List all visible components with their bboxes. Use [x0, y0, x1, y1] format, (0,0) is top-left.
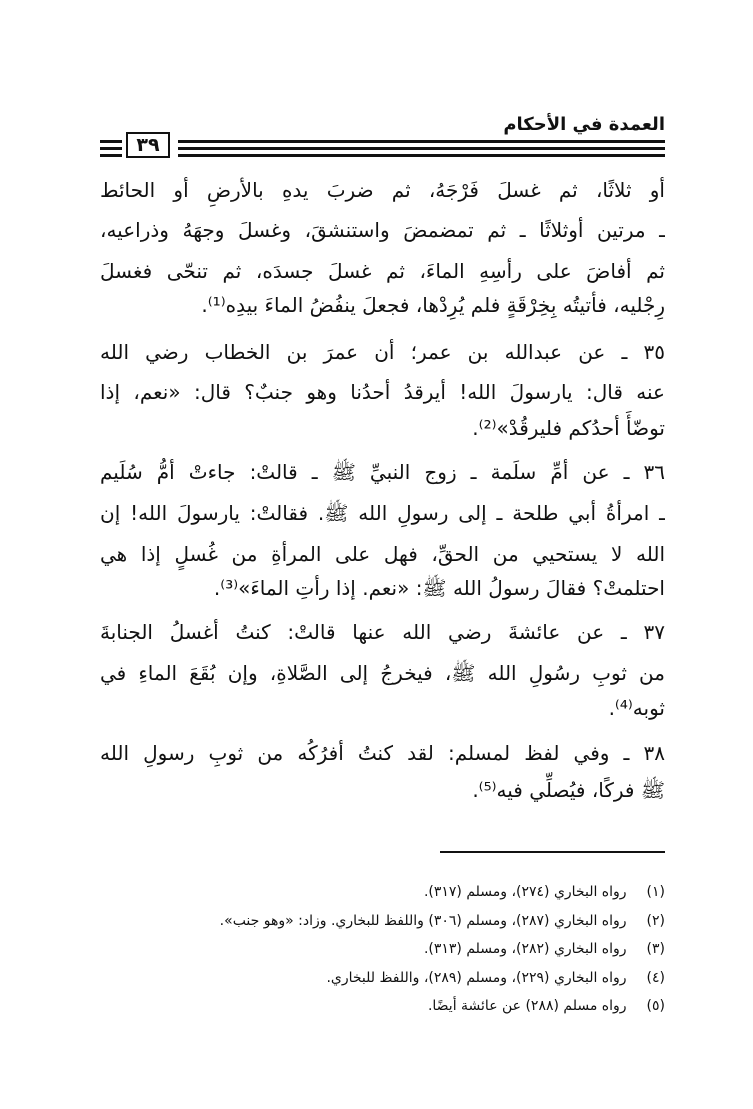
hadith-36-line: ٣٦ ـ عن أمِّ سلَمة ـ زوج النبيِّ ﷺ ـ قالتْ: جاءتْ أمُّ سُلَيم — [100, 460, 665, 484]
footnote-separator — [440, 851, 665, 853]
body-line: ـ امرأةُ أبي طلحة ـ إلى رسولِ الله ﷺ. فقالتْ: يارسولَ الله! إن — [100, 501, 665, 525]
footnote-1 — [100, 882, 665, 902]
page-number: ٣٩ — [126, 132, 170, 158]
body-line: ثوبه⁽⁴⁾. — [608, 696, 665, 720]
body-line: أو ثلاثًا، ثم غسلَ فَرْجَهُ، ثم ضربَ يدهِ بالأرضِ أو الحائط — [100, 178, 665, 202]
body-line: عنه قال: يارسولَ الله! أيرقدُ أحدُنا وهو جنبٌ؟ قال: «نعم، إذا — [100, 380, 665, 404]
body-line: ﷺ فركًا، فيُصلِّي فيه⁽⁵⁾. — [472, 778, 665, 802]
footnote-4 — [100, 968, 665, 988]
body-line: من ثوبِ رسُولِ الله ﷺ، فيخرجُ إلى الصَّلاةِ، وإن بُقَعَ الماءِ في — [100, 661, 665, 685]
body-line: رِجْليه، فأتيتُه بِخِرْقَةٍ فلم يُرِدْها، فجعلَ ينفُضُ الماءَ بيدِه⁽¹⁾. — [201, 293, 665, 317]
footnote-text: رواه البخاري (٢٨٢)، ومسلم (٣١٣). — [423, 941, 627, 957]
header-dash — [100, 140, 122, 143]
footnote-text: رواه البخاري (٢٨٧)، ومسلم (٣٠٦) واللفظ للبخاري. وزاد: «وهو جنب». — [219, 913, 627, 929]
body-line: توضّأَ أحدُكم فليرقُدْ»⁽²⁾. — [472, 416, 665, 440]
footnote-text: رواه مسلم (٢٨٨) عن عائشة أيضًا. — [427, 998, 627, 1014]
body-line: ـ مرتين أوثلاثًا ـ ثم تمضمضَ واستنشقَ، وغسلَ وجهَهُ وذراعيه، — [100, 218, 665, 242]
footnote-number: (١) — [646, 884, 665, 900]
footnote-text: رواه البخاري (٢٧٤)، ومسلم (٣١٧). — [423, 884, 627, 900]
running-header-title: العمدة في الأحكام — [503, 114, 665, 135]
footnote-number: (٤) — [646, 970, 665, 986]
header-dash — [100, 147, 122, 150]
footnote-5 — [100, 996, 665, 1016]
footnote-2 — [100, 911, 665, 931]
footnote-number: (٣) — [646, 941, 665, 957]
footnote-number: (٥) — [646, 998, 665, 1014]
hadith-35-line: ٣٥ ـ عن عبدالله بن عمر؛ أن عمرَ بن الخطاب رضي الله — [100, 340, 665, 364]
footnote-text: رواه البخاري (٢٢٩)، ومسلم (٢٨٩)، واللفظ للبخاري. — [326, 970, 627, 986]
hadith-37-line: ٣٧ ـ عن عائشةَ رضي الله عنها قالتْ: كنتُ أغسلُ الجنابةَ — [100, 620, 665, 644]
body-line: احتلمتْ؟ فقالَ رسولُ الله ﷺ: «نعم. إذا رأتِ الماءَ»⁽³⁾. — [213, 576, 665, 600]
header-rule — [178, 154, 665, 157]
body-line: ثم أفاضَ على رأسِهِ الماءَ، ثم غسلَ جسدَه، ثم تنحّى فغسلَ — [100, 259, 665, 283]
header-dash — [100, 154, 122, 157]
header-rule — [178, 147, 665, 150]
header-rule — [178, 140, 665, 143]
footnote-number: (٢) — [646, 913, 665, 929]
hadith-38-line: ٣٨ ـ وفي لفظ لمسلم: لقد كنتُ أفرُكُه من ثوبِ رسولِ الله — [100, 741, 665, 765]
footnote-3 — [100, 939, 665, 959]
body-line: الله لا يستحيي من الحقِّ، فهل على المرأةِ من غُسلٍ إذا هي — [100, 542, 665, 566]
